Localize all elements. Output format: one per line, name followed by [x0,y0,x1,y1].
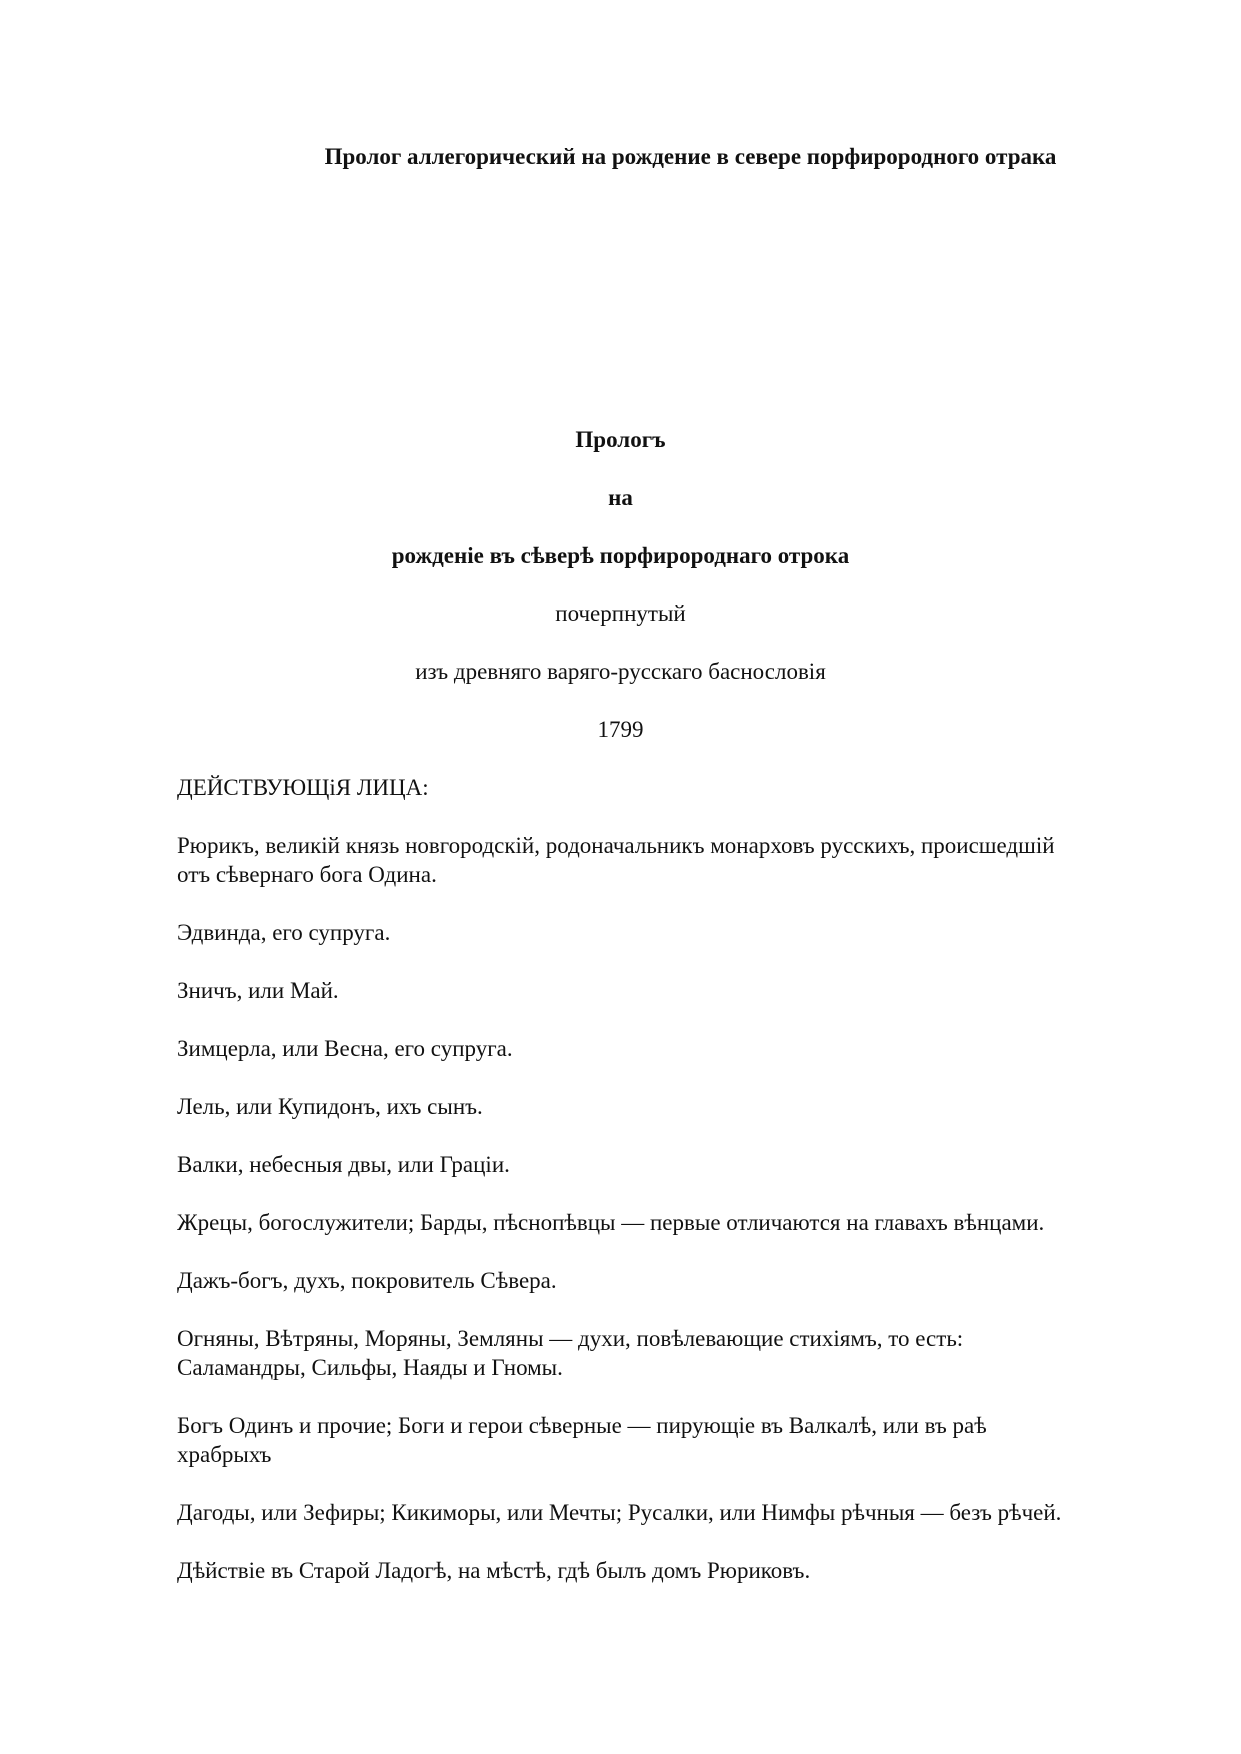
cast-entry-lel: Лель, или Купидонъ, ихъ сынъ. [177,1094,483,1119]
cast-entry-edvinda: Эдвинда, его супруга. [177,920,391,945]
subtitle-line: почерпнутый [555,601,686,626]
cast-entry-rurik-cont: отъ сѣвернаго бога Одина. [177,862,437,887]
prologue-heading-subject: рожденіе въ сѣверѣ порфиророднаго отрока [391,543,850,568]
cast-entry-spirits: Огняны, Вѣтряны, Моряны, Земляны — духи, повѣлевающие стихіямъ, то есть: [177,1326,964,1351]
cast-entry-silent: Дагоды, или Зефиры; Кикиморы, или Мечты; Русалки, или Нимфы рѣчныя — безъ рѣчей. [177,1500,1062,1525]
cast-entry-valki: Валки, небесныя двы, или Граціи. [177,1152,510,1177]
publication-year: 1799 [597,717,644,742]
cast-entry-rurik: Рюрикъ, великій князь новгородскій, родоначальникъ монарховъ русскихъ, происшедшій [177,833,1055,858]
prologue-heading: Прологъ [575,427,666,452]
prologue-heading-on: на [608,485,633,510]
cast-entry-dazhbog: Дажъ-богъ, духъ, покровитель Сѣвера. [177,1268,557,1293]
cast-entry-odin: Богъ Одинъ и прочие; Боги и герои сѣверные — пирующіе въ Валкалѣ, или въ раѣ [177,1413,987,1438]
cast-entry-spirits-cont: Саламандры, Сильфы, Наяды и Гномы. [177,1355,563,1380]
cast-heading: ДЕЙСТВУЮЩіЯ ЛИЦА: [177,775,429,800]
cast-entry-zimcerla: Зимцерла, или Весна, его супруга. [177,1036,513,1061]
cast-entry-znich: Зничъ, или Май. [177,978,339,1003]
cast-entry-odin-cont: храбрыхъ [177,1442,272,1467]
setting-note: Дѣйствіе въ Старой Ладогѣ, на мѣстѣ, гдѣ былъ домъ Рюриковъ. [177,1558,811,1583]
document-title: Пролог аллегорический на рождение в севере порфирородного отрака [324,144,1057,169]
subtitle-source: изъ древняго варяго-русскаго баснословія [415,659,826,684]
cast-entry-priests: Жрецы, богослужители; Барды, пѣснопѣвцы — первые отличаются на главахъ вѣнцами. [177,1210,1045,1235]
